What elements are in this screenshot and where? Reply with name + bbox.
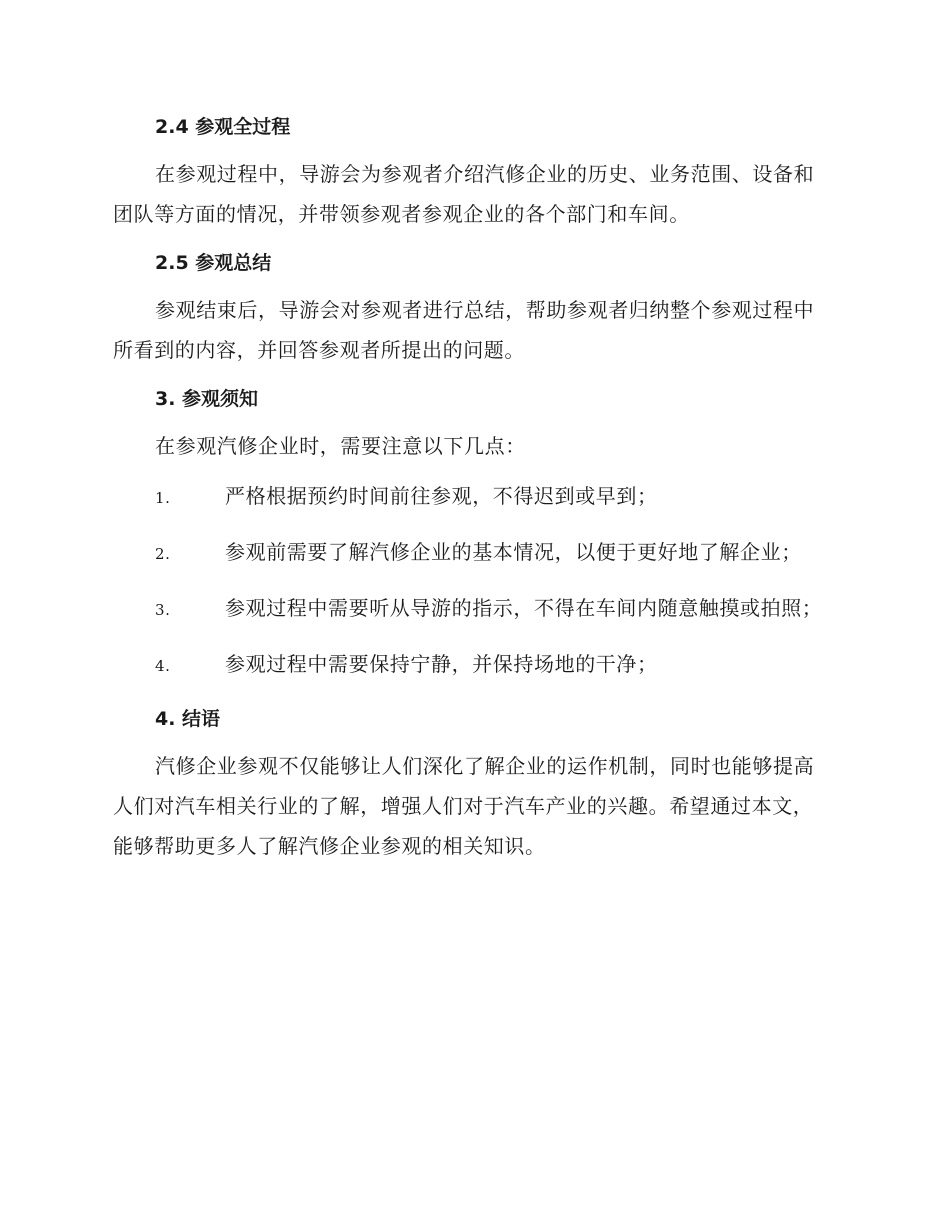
list-item-number: 3. — [155, 601, 171, 619]
list-item-number: 4. — [155, 657, 171, 675]
list-item — [113, 532, 833, 574]
section-heading-4: 4. 结语 — [155, 708, 221, 730]
list-item-text: 参观前需要了解汽修企业的基本情况，以便于更好地了解企业； — [225, 540, 802, 564]
list-item-text: 严格根据预约时间前往参观，不得迟到或早到； — [225, 484, 658, 508]
list-item — [113, 476, 833, 518]
section-paragraph-4: 汽修企业参观不仅能够让人们深化了解企业的运作机制，同时也能够提高人们对汽车相关行业的了解，增强人们对于汽车产业的兴趣。希望通过本文，能够帮助更多人了解汽修企业参观的相关知识。 — [113, 754, 815, 858]
section-paragraph-2-4: 在参观过程中，导游会为参观者介绍汽修企业的历史、业务范围、设备和团队等方面的情况，并带领参观者参观企业的各个部门和车间。 — [113, 162, 815, 226]
list-item-text: 参观过程中需要听从导游的指示，不得在车间内随意触摸或拍照； — [225, 596, 823, 620]
section-heading-3: 3. 参观须知 — [155, 388, 259, 410]
list-item-number: 2. — [155, 545, 171, 563]
section-intro-3: 在参观汽修企业时，需要注意以下几点： — [155, 434, 526, 458]
list-item-text: 参观过程中需要保持宁静，并保持场地的干净； — [225, 652, 658, 676]
list-item — [113, 588, 833, 630]
section-paragraph-2-5: 参观结束后，导游会对参观者进行总结，帮助参观者归纳整个参观过程中所看到的内容，并回答参观者所提出的问题。 — [113, 298, 815, 362]
section-heading-2-5: 2.5 参观总结 — [155, 252, 272, 274]
document-content — [113, 108, 833, 876]
list-item-number: 1. — [155, 489, 171, 507]
list-item — [113, 644, 833, 686]
section-heading-2-4: 2.4 参观全过程 — [155, 116, 291, 138]
